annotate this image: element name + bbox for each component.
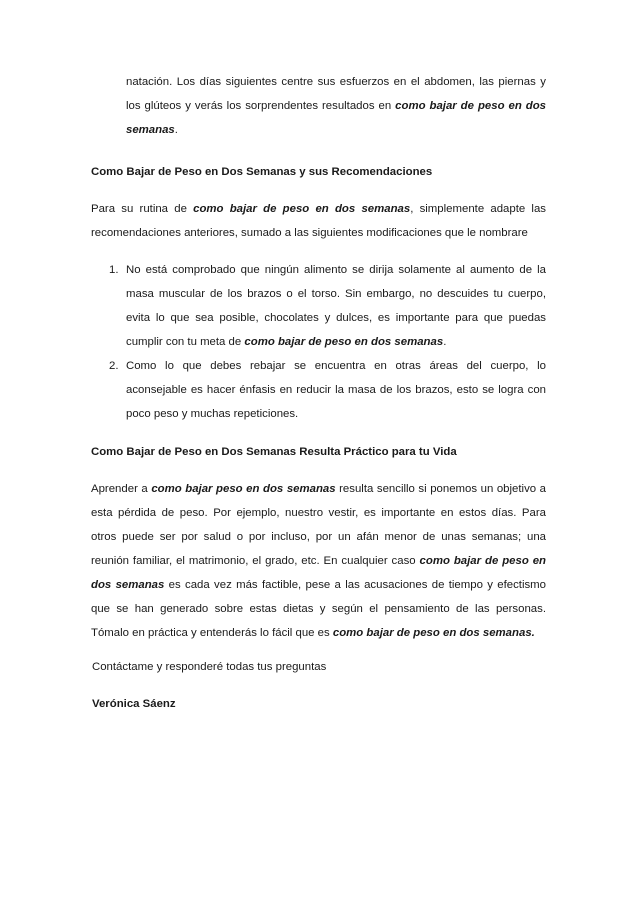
intro-line-3: semanas. xyxy=(126,124,178,136)
section2-heading: Como Bajar de Peso en Dos Semanas Resulta Práctico para tu Vida xyxy=(91,446,457,458)
list-item-2-line-2: aconsejable es hacer énfasis en reducir la masa de los brazos, esto se logra con xyxy=(126,384,546,396)
list-item-number: 2. xyxy=(109,360,119,372)
section2-line-3: otros puede ser por salud o por incluso, por un afán menor de unas semanas; una xyxy=(91,531,546,543)
section2-line-7: Tómalo en práctica y entenderás lo fácil que es como bajar de peso en dos semanas. xyxy=(91,627,535,639)
list-item-number: 1. xyxy=(109,264,119,276)
list-item-2-line-3: poco peso y muchas repeticiones. xyxy=(126,408,299,420)
list-item-1-line-1: No está comprobado que ningún alimento se dirija solamente al aumento de la xyxy=(126,264,546,276)
section1-paragraph-line-2: recomendaciones anteriores, sumado a las siguientes modificaciones que le nombrare xyxy=(91,227,528,239)
section2-line-2: esta pérdida de peso. Por ejemplo, nuestro vestir, es importante en estos días. Para xyxy=(91,507,546,519)
section2-line-4: reunión familiar, el matrimonio, el grado, etc. En cualquier caso como bajar de peso en xyxy=(91,555,546,567)
intro-line-2: los glúteos y verás los sorprendentes resultados en como bajar de peso en dos xyxy=(126,100,546,112)
section1-paragraph-line-1: Para su rutina de como bajar de peso en dos semanas, simplemente adapte las xyxy=(91,203,546,215)
section2-line-1: Aprender a como bajar peso en dos semanas resulta sencillo si ponemos un objetivo a xyxy=(91,483,546,495)
list-item-1-line-2: masa muscular de los brazos o el torso. Sin embargo, no descuides tu cuerpo, xyxy=(126,288,546,300)
contact-line: Contáctame y responderé todas tus preguntas xyxy=(92,661,327,673)
list-item-1-line-3: evita lo que sea posible, chocolates y dulces, es importante para que puedas xyxy=(126,312,546,324)
section2-line-6: que se han generado sobre estas dietas y según el pensamiento de las personas. xyxy=(91,603,546,615)
section1-heading: Como Bajar de Peso en Dos Semanas y sus Recomendaciones xyxy=(91,166,433,178)
list-item-2-line-1: Como lo que debes rebajar se encuentra en otras áreas del cuerpo, lo xyxy=(126,360,546,372)
list-item-1-line-4: cumplir con tu meta de como bajar de peso en dos semanas. xyxy=(126,336,447,348)
author-name: Verónica Sáenz xyxy=(92,698,176,710)
section2-line-5: dos semanas es cada vez más factible, pese a las acusaciones de tiempo y efectismo xyxy=(91,579,546,591)
intro-line-1: natación. Los días siguientes centre sus esfuerzos en el abdomen, las piernas y xyxy=(126,76,546,88)
